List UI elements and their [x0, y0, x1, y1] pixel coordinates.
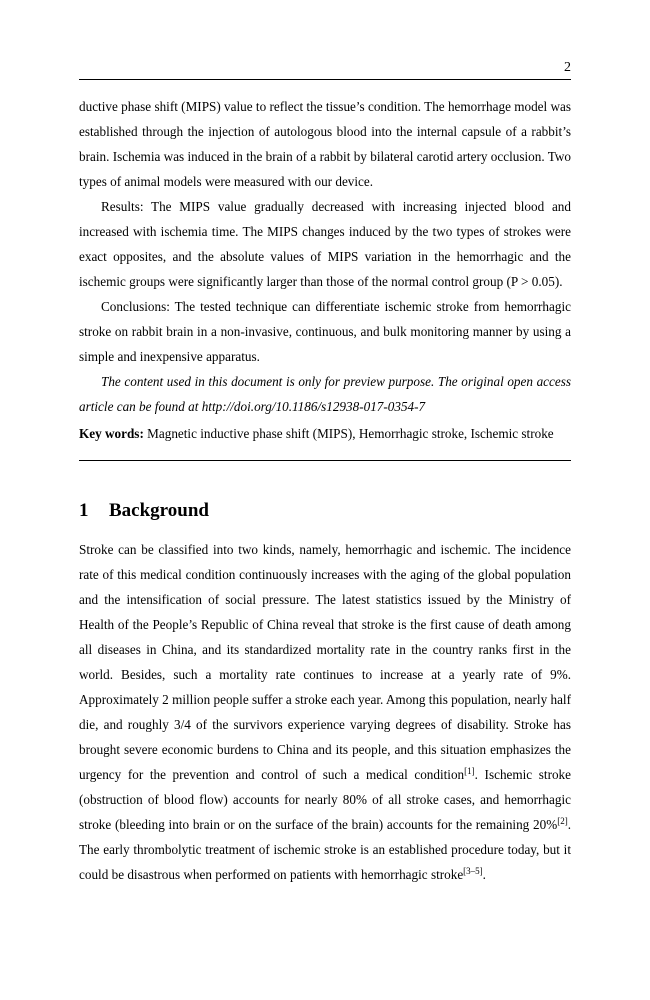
- abstract: [79, 94, 571, 419]
- abstract-conclusions-paragraph: Conclusions: The tested technique can differentiate ischemic stroke from hemorrhagic stroke on rabbit brain in a non-invasive, continuous, and bulk monitoring manner by using a simple and inexpensive apparatus.: [79, 299, 571, 364]
- abstract-rule: [79, 460, 571, 461]
- keywords-label: Key words:: [79, 426, 144, 441]
- abstract-results-paragraph: Results: The MIPS value gradually decreased with increasing injected blood and increased with ischemia time. The MIPS changes induced by the two types of strokes were exact opposites, and the absolute values of MIPS variation in the hemorrhagic and the ischemic groups were significantly larger than those of the normal control group (P > 0.05).: [79, 199, 571, 289]
- background-text: [79, 537, 571, 887]
- preview-note: The content used in this document is only for preview purpose. The original open access article can be found at http://doi.org/10.1186/s12938-017-0354-7: [79, 374, 571, 414]
- section-number: 1: [79, 500, 89, 521]
- background-paragraph: [79, 537, 571, 887]
- background-text-part3: . The early thrombolytic treatment of ischemic stroke is an established procedure today, but it could be disastrous when performed on patients with hemorrhagic stroke: [79, 817, 571, 882]
- section-heading: [79, 497, 571, 525]
- header-rule: [79, 79, 571, 80]
- keywords: [79, 421, 571, 446]
- abstract-method-paragraph: ductive phase shift (MIPS) value to reflect the tissue’s condition. The hemorrhage model was established through the injection of autologous blood into the internal capsule of a rabbit’s brain. Ischemia was induced in the brain of a rabbit by bilateral carotid artery occlusion. Two types of animal models were measured with our device.: [79, 99, 571, 189]
- keywords-text: Magnetic inductive phase shift (MIPS), Hemorrhagic stroke, Ischemic stroke: [143, 426, 554, 441]
- background-text-part1: Stroke can be classified into two kinds, namely, hemorrhagic and ischemic. The incidence rate of this medical condition continuously increases with the aging of the global population and the intensification of social pressure. The latest statistics issued by the Ministry of Health of the People’s Republic of China reveal that stroke is the first cause of death among all diseases in China, and its standardized mortality rate in the country ranks first in the world. Besides, such a mortality rate continues to increase at a yearly rate of 9%. Approximately 2 million people suffer a stroke each year. Among this population, nearly half die, and roughly 3/4 of the survivors experience varying degrees of disability. Stroke has brought severe economic burdens to China and its people, and this situation emphasizes the urgency for the prevention and control of such a medical condition: [79, 542, 571, 782]
- citation-3-5[interactable]: [3–5]: [463, 866, 483, 876]
- page: [79, 58, 571, 887]
- citation-2[interactable]: [2]: [557, 816, 568, 826]
- section-title: Background: [109, 500, 209, 521]
- page-number: 2: [564, 60, 571, 75]
- citation-1[interactable]: [1]: [464, 766, 475, 776]
- background-text-part4: .: [482, 867, 486, 882]
- background-text-part2: . Ischemic stroke (obstruction of blood flow) accounts for nearly 80% of all stroke cases, and hemorrhagic stroke (bleeding into brain or on the surface of the brain) accounts for the remaining 20%: [79, 767, 571, 832]
